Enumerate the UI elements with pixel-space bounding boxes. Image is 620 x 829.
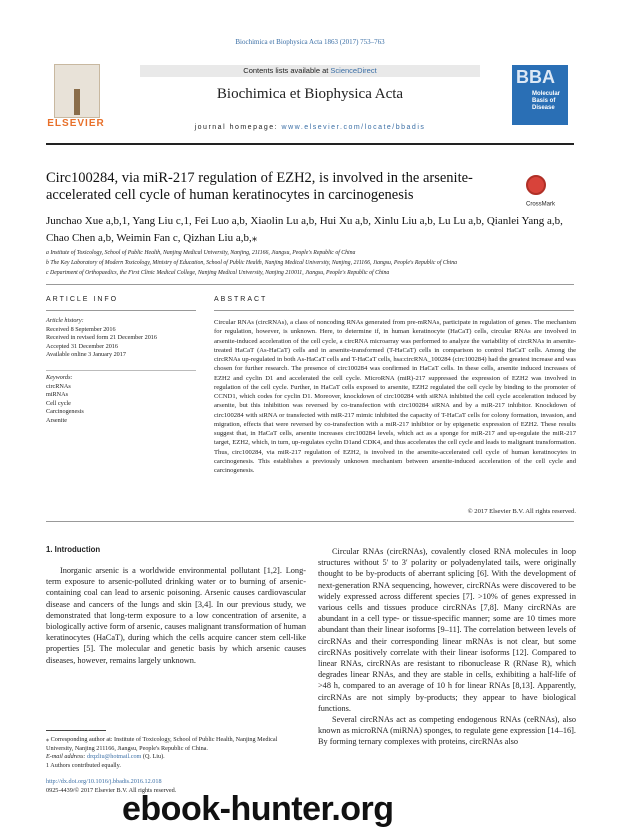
keyword: circRNAs bbox=[46, 382, 71, 390]
author-list bbox=[46, 213, 574, 247]
elsevier-logo bbox=[44, 64, 108, 132]
abstract-copyright: © 2017 Elsevier B.V. All rights reserved. bbox=[467, 508, 576, 515]
history-item: Available online 3 January 2017 bbox=[46, 351, 126, 359]
keyword: Cell cycle bbox=[46, 399, 71, 407]
affiliation-c: c Department of Orthopaedics, the First Clinic Medical College, Nanjing Medical University, Nanjing 210011, Jiangsu, People's Republic of China bbox=[46, 270, 390, 276]
elsevier-wordmark: ELSEVIER bbox=[47, 118, 105, 129]
keyword: Carcinogenesis bbox=[46, 408, 84, 416]
introduction-heading: 1. Introduction bbox=[46, 545, 101, 554]
abstract-text: Circular RNAs (circRNAs), a class of noncoding RNAs generated from pre-mRNAs, participate in regulation of genes. The mechanism for regulation, however, is unknown. Here, to determine if, in human keratinocyte (HaCaT) cells, circular RNAs are involved in arsenite-induced acceleration of the cell cycle, a circRNA microarray was performed to analyze the variability of circRNAs in arsenite-treated HaCaT (As-HaCaT) cells and in arsenite-transformed (T-HaCaT) cells in comparison to control HaCaT cells. Among the circRNAs up-regulated in both As-HaCaT cells and T-HaCaT cells, hsa:circRNA_100284 (circ100284) had the greatest increase and was chosen for further research. The presence of circ100284 was confirmed in HaCaT cells. In these cells, arsenite induced increases of EZH2 and cyclin D1 and accelerated the cell cycle. MicroRNA (miR)-217 suppressed the expression of EZH2 was involved in regulation of the cell cycle. Further, in HaCaT cells exposed to arsenite, EZH2 regulated the cell cycle by binding to the promoter of CCND1, which codes for cyclin D1. Moreover, knockdown of circ100284 with siRNA inhibited the cell cycle acceleration induced by arsenite, but this inhibition was reversed by co-transfection with circ100284 siRNA and by a miR-217 inhibitor. Knockdown of circ100284 with siRNA or transfected with miR-217 mimic inhibited the capacity of T-HaCaT cells for colony formation, invasion, and migration, effects that were reversed by co-transfection with a miR-217 inhibitor or by epigenetic expression of EZH2. These results suggest that, in HaCaT cells, arsenite increases circ100284 levels, which act as a sponge for miR-217 and up-regulate the miR-217 target, EZH2, which, in turn, up-regulates cyclin D1and CDK4, and thus accelerates the cell cycle and leads to malignant transformation. Thus, circ100284, via miR-217 regulation of EZH2, is involved in the arsenite-accelerated cell cycle of human keratinocytes in carcinogenesis. This establishes a previously unknown mechanism between arsenite-induced acceleration of the cell cycle and carcinogenesis. bbox=[214, 319, 576, 474]
journal-homepage bbox=[140, 124, 480, 131]
abstract-rule bbox=[214, 310, 574, 311]
journal-cover bbox=[512, 65, 568, 125]
footnotes bbox=[46, 736, 306, 770]
email-note bbox=[46, 753, 306, 762]
section-divider bbox=[46, 284, 574, 285]
cover-title: BBA bbox=[516, 67, 555, 87]
journal-title: Biochimica et Biophysica Acta bbox=[216, 86, 404, 102]
article-info-heading: ARTICLE INFO bbox=[46, 296, 119, 303]
contents-banner bbox=[140, 65, 480, 77]
body-column-right bbox=[318, 546, 576, 748]
homepage-link[interactable]: www.elsevier.com/locate/bbadis bbox=[281, 124, 426, 131]
history-heading: Article history: bbox=[46, 317, 84, 324]
intro-paragraph: Inorganic arsenic is a worldwide environmental pollutant [1,2]. Long-term exposure to arsenic-polluted drinking water or to burning of arsenic-containing coal can lead to arsenic poisoning. Arsenic causes cardiovascular disease and cancers of the lungs and skin [3,4]. In our previous study, we demonstrated that long-term exposure to a low concentration of arsenite, a biologically active form of arsenic, causes malignant transformation of human keratinocytes (HaCaT), during which the cells acquire cancer stem cell-like properties [5]. The molecular and genetic basis by which arsenic causes diseases, however, remains largely unknown. bbox=[46, 566, 306, 665]
email-link[interactable]: drqzliu@hotmail.com bbox=[87, 753, 142, 761]
email-label: E-mail address: bbox=[46, 753, 88, 761]
article-info-rule bbox=[46, 310, 196, 311]
affiliation-a: a Institute of Toxicology, School of Public Health, Nanjing Medical University, Nanjing, 211166, Jiangsu, People's Republic of China bbox=[46, 250, 356, 256]
watermark: ebook-hunter.org bbox=[122, 790, 394, 828]
issn-line: 0925-4439/© 2017 Elsevier B.V. All rights reserved. bbox=[46, 786, 177, 794]
body-column-left bbox=[46, 565, 306, 666]
authors-line-1: Junchao Xue a,b,1, Yang Liu c,1, Fei Luo a,b, Xiaolin Lu a,b, Hui Xu a,b, Xinlu Liu a,b, Lu Lu a,b, Qianlei Yang a,b, bbox=[46, 215, 563, 227]
keywords bbox=[46, 374, 206, 426]
affiliation-b: b The Key Laboratory of Modern Toxicology, Ministry of Education, School of Public Health, Nanjing Medical University, Nanjing, 211166, Jiangsu, People's Republic of China bbox=[46, 260, 458, 266]
keywords-rule bbox=[46, 370, 196, 371]
doi-link[interactable]: http://dx.doi.org/10.1016/j.bbadis.2016.12.018 bbox=[46, 778, 162, 785]
intro-paragraph: Several circRNAs act as competing endogenous RNAs (ceRNAs), also known as microRNA (miRNA) sponges, to regulate gene expression [14–16]. By forming ternary complexes with proteins, circRNAs also bbox=[318, 715, 576, 747]
article-title: Circ100284, via miR-217 regulation of EZH2, is involved in the arsenite-accelerated cell cycle of human keratinocytes in carcinogenesis bbox=[46, 170, 473, 203]
email-suffix: (Q. Liu). bbox=[141, 753, 165, 761]
journal-reference[interactable]: Biochimica et Biophysica Acta 1863 (2017) 753–763 bbox=[235, 38, 385, 46]
keywords-heading: Keywords: bbox=[46, 374, 73, 381]
intro-paragraph: Circular RNAs (circRNAs), covalently closed RNA molecules in loop structures without 5′ to 3′ polarity or polyadenylated tails, were originally thought to be by-products of aberrant splicing [6]. With the development of next-generation RNA sequencing, however, circRNAs were discovered to be widely expressed across different species [7]. >10% of genes expressed in various cells and tissues produce circRNAs [7,8]. Many circRNAs are abundant in a cell type- or tissue-specific manner; some are 10 times more abundant than their linear isoforms [9–11]. The correlation between levels of circRNAs and their corresponding linear mRNAs is not clear, but some circRNAs positively correlate with their linear isoforms [12]. Compared to linear RNAs, circRNAs are resistant to ribonuclease R (RNase R), which degrades linear RNAs, and they are stable in cells, exhibiting a half-life of >48 h, compared to an average of 10 h for linear RNAs [8,13]. Apparently, circRNAs are not simply by-products; they appear to have biological functions. bbox=[318, 547, 576, 713]
elsevier-tree-icon bbox=[54, 64, 100, 118]
authors-line-2: Chao Chen a,b, Weimin Fan c, Qizhan Liu a,b,⁎ bbox=[46, 232, 258, 244]
history-item: Received in revised form 21 December 2016 bbox=[46, 334, 157, 342]
history-item: Accepted 31 December 2016 bbox=[46, 342, 118, 350]
crossmark-icon bbox=[526, 175, 546, 195]
cover-subtitle: Molecular Basis of Disease bbox=[532, 91, 561, 111]
article-history bbox=[46, 317, 206, 360]
crossmark-label: CrossMark bbox=[526, 201, 556, 208]
abstract-heading: ABSTRACT bbox=[214, 296, 268, 303]
equal-contribution-note: 1 Authors contributed equally. bbox=[46, 761, 121, 769]
homepage-prefix: journal homepage: bbox=[194, 124, 282, 131]
crossmark-badge[interactable] bbox=[526, 175, 574, 213]
footnote-rule bbox=[46, 730, 106, 731]
sciencedirect-link[interactable]: ScienceDirect bbox=[330, 66, 377, 75]
keyword: miRNAs bbox=[46, 391, 69, 399]
contents-prefix: Contents lists available at bbox=[243, 66, 331, 75]
header-divider bbox=[46, 143, 574, 145]
keyword: Arsenite bbox=[46, 416, 67, 424]
corresponding-author-note: ⁎ Corresponding author at: Institute of Toxicology, School of Public Health, Nanjing Medical University, Nanjing 211166, Jiangsu, People's Republic of China. bbox=[46, 736, 278, 752]
affiliations bbox=[46, 248, 574, 278]
body-divider bbox=[46, 521, 574, 522]
history-item: Received 8 September 2016 bbox=[46, 325, 116, 333]
